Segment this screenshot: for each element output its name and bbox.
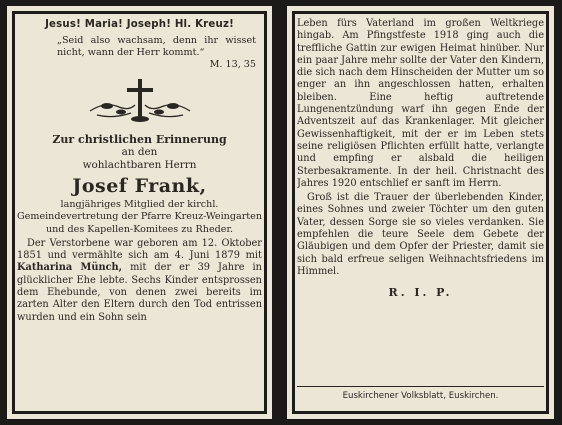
rip-closing: R. I. P. bbox=[388, 286, 453, 300]
memorial-heading: Zur christlichen Erinnerung bbox=[52, 133, 227, 146]
printer-credit: Euskirchener Volksblatt, Euskirchen. bbox=[297, 386, 544, 401]
mourning-paragraph bbox=[297, 192, 544, 278]
an-den-line: an den bbox=[121, 146, 158, 158]
biography-continued: Leben fürs Vaterland im großen Weltkriege hingab. Am Pfingstfeste 1918 ging auch die treffliche Gattin zur ewigen Heimat hinüber. Nur ein paar Jahre mehr sollte der Vater den Kindern, die sich nach dem Hinscheiden der Mutter um so enger an ihn angeschlossen hatten, erhalten bleiben. Eine heftig auftretende Lungenentzündung warf ihn gegen Ende der Adventszeit auf das Krankenlager. Mit gleicher Gewissenhaftigkeit, mit der er im Leben stets seine religiösen Pflichten erfüllt hatte, verlangte und empfing er alsbald die heiligen Sterbesakramente. In der heil. Christnacht des Jahres 1920 entschlief er sanft im Herrn. bbox=[297, 18, 544, 189]
memorial-card-right bbox=[287, 6, 554, 419]
spouse-name: Katharina Münch, bbox=[17, 262, 123, 274]
biography-text bbox=[17, 238, 262, 324]
quote-reference: M. 13, 35 bbox=[209, 59, 256, 70]
mourning-text: Groß ist die Trauer der überlebenden Kinder, eines Sohnes und zweier Töchter um den guten Vater, dessen Sorge sie so vieles verdanken. Sie empfehlen die teure Seele dem Gebete der Gläubigen und dem Opfer der Priester, damit sie sich bald erfreue seligen Weihnachtsfriedens im Himmel. bbox=[297, 192, 544, 277]
scripture-quote bbox=[57, 35, 256, 71]
deceased-role: langjähriges Mitglied der kirchl. Gemeindevertretung der Pfarre Kreuz-Weingarten und des Kapellen-Komitees zu Rheder. bbox=[17, 199, 262, 235]
quote-text: „Seid also wachsam, denn ihr wisset nicht, wann der Herr kommt.“ bbox=[57, 35, 256, 58]
cross-ornament-icon bbox=[17, 75, 262, 127]
left-card-content bbox=[17, 16, 262, 409]
bio-part-1: Der Verstorbene war geboren am 12. Oktober 1851 und vermählte sich am 4. Juni 1879 mit bbox=[17, 237, 262, 262]
memorial-card-left bbox=[7, 6, 272, 419]
bio-part-2: mit der er 39 Jahre in glücklicher Ehe lebte. Sechs Kinder entsprossen dem Ehebunde, von denen zwei bereits im zarten Alter den Eltern durch den Tod entrissen wurden und ein Sohn sein bbox=[17, 262, 262, 323]
right-card-content bbox=[297, 16, 544, 409]
deceased-name: Josef Frank, bbox=[72, 175, 207, 197]
invocation-header: Jesus! Maria! Joseph! Hl. Kreuz! bbox=[45, 19, 234, 30]
honorific-line: wohlachtbaren Herrn bbox=[82, 159, 197, 171]
